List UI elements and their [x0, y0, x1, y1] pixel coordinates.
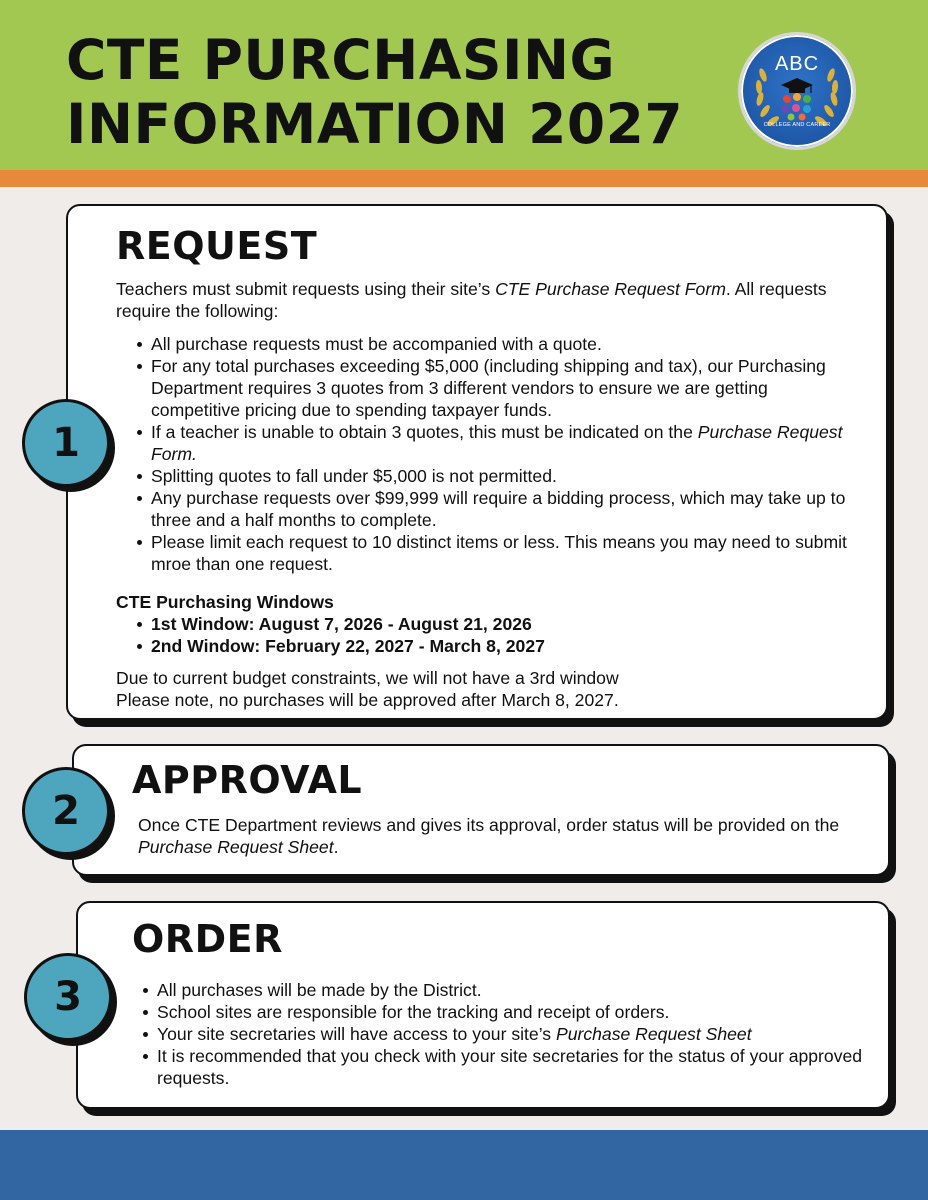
list-item-text: All purchases will be made by the District. [157, 980, 482, 1000]
order-card [76, 901, 890, 1109]
logo-text: ABC [774, 53, 820, 75]
header-stripe [0, 170, 928, 187]
request-intro-text-b: . All requests require the following: [116, 279, 827, 321]
list-item [138, 1045, 868, 1089]
approval-card [72, 744, 890, 876]
list-item-text: For any total purchases exceeding $5,000 (including shipping and tax), our Purchasing Department requires 3 quotes from 3 different vendors to ensure we are getting competitive pricing due to spending taxpayer funds. [151, 356, 826, 420]
list-item-text: Any purchase requests over $99,999 will require a bidding process, which may take up to three and a half months to complete. [151, 488, 846, 530]
list-item [132, 333, 856, 355]
order-heading: ORDER [132, 917, 283, 961]
approval-text-b: . [333, 837, 339, 857]
approval-heading: APPROVAL [132, 758, 363, 802]
list-item [132, 465, 856, 487]
request-requirements-list [116, 333, 856, 575]
list-item-text: Please limit each request to 10 distinct items or less. This means you may need to submit mroe than one request. [151, 532, 847, 574]
order-list [138, 979, 868, 1089]
list-item-text: Splitting quotes to fall under $5,000 is not permitted. [151, 466, 557, 486]
logo-subtitle: COLLEGE AND CAREER [763, 122, 831, 128]
abc-college-career-logo [738, 32, 856, 150]
footer-bar [0, 1130, 928, 1200]
page-title-line-2: INFORMATION 2027 [66, 92, 684, 156]
list-item [132, 355, 856, 421]
list-item [138, 979, 868, 1001]
list-item-text: If a teacher is unable to obtain 3 quotes, this must be indicated on the [151, 422, 698, 442]
request-intro-text-a: Teachers must submit requests using their site’s [116, 279, 496, 299]
list-item [132, 635, 856, 657]
page-title [66, 28, 716, 156]
list-item-text: Your site secretaries will have access to your site’s [157, 1024, 556, 1044]
list-item-text: It is recommended that you check with your site secretaries for the status of your approved requests. [157, 1046, 863, 1088]
list-item-text: All purchase requests must be accompanied with a quote. [151, 334, 602, 354]
step-number-badge-1: 1 [22, 399, 110, 487]
page-title-line-1: CTE PURCHASING [66, 28, 616, 92]
budget-note: Due to current budget constraints, we will not have a 3rd window [116, 668, 619, 688]
request-intro-form-name: CTE Purchase Request Form [495, 279, 726, 299]
list-item-sheet-name: Purchase Request Sheet [555, 1024, 752, 1044]
list-item [138, 1001, 868, 1023]
deadline-note: Please note, no purchases will be approved after March 8, 2027. [116, 690, 619, 710]
request-intro [116, 278, 856, 322]
step-number-badge-3: 3 [24, 953, 112, 1041]
list-item [132, 487, 856, 531]
request-card [66, 204, 888, 720]
list-item [132, 613, 856, 635]
header-banner [0, 0, 928, 170]
list-item-text: School sites are responsible for the tracking and receipt of orders. [157, 1002, 670, 1022]
step-number-badge-2: 2 [22, 767, 110, 855]
list-item-text: 1st Window: August 7, 2026 - August 21, 2026 [151, 614, 532, 634]
list-item [132, 421, 856, 465]
list-item-form-name: Purchase Request Form. [151, 422, 843, 464]
request-heading: REQUEST [116, 224, 318, 268]
approval-sheet-name: Purchase Request Sheet [138, 837, 334, 857]
list-item [132, 531, 856, 575]
request-content [116, 278, 856, 711]
logo-emblem-graphic [741, 35, 853, 147]
purchasing-windows-title: CTE Purchasing Windows [116, 592, 334, 612]
purchasing-windows-list [116, 613, 856, 657]
approval-text [138, 814, 874, 858]
list-item [138, 1023, 868, 1045]
approval-text-a: Once CTE Department reviews and gives its approval, order status will be provided on the [138, 815, 840, 835]
list-item-text: 2nd Window: February 22, 2027 - March 8, 2027 [151, 636, 545, 656]
